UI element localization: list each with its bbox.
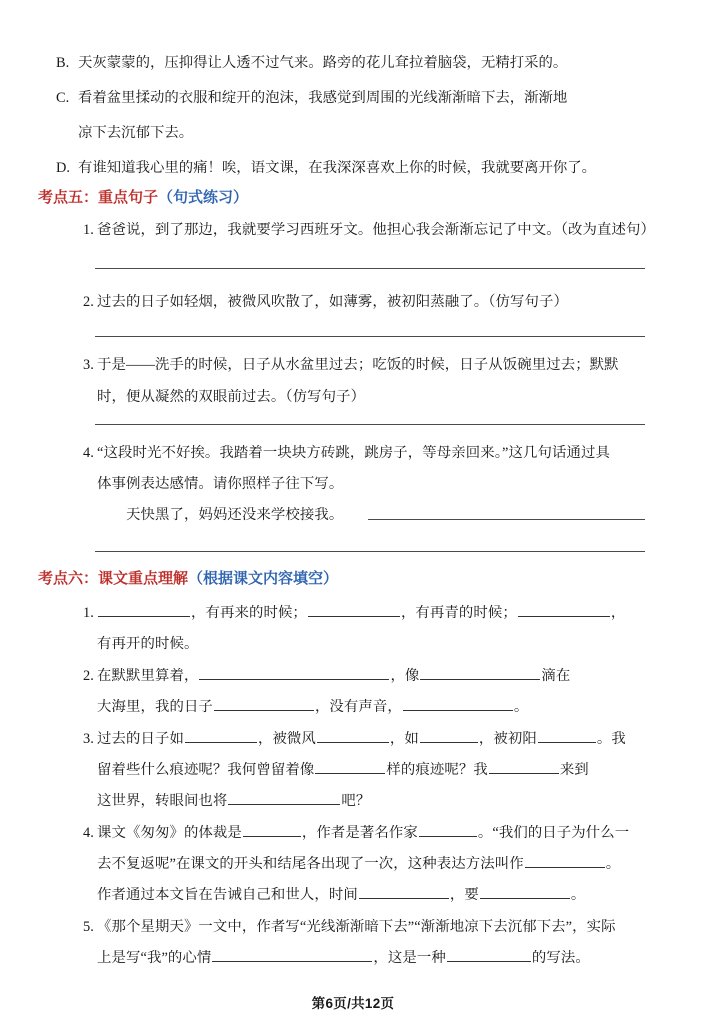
row-text: 这世界，转眼间也将 (97, 793, 228, 809)
row-text: 上是写“我”的心情 (97, 950, 212, 966)
question-text-5-2: 过去的日子如轻烟，被微风吹散了，如薄雾，被初阳蒸融了。（仿写句子） (97, 294, 568, 310)
row-text: ，没有声音， (314, 699, 402, 715)
fill-in-blank[interactable] (199, 664, 389, 680)
question-row-6-3-a (97, 731, 626, 747)
answer-rule-5-4[interactable] (95, 551, 645, 552)
question-text-5-4-line1: “这段时光不好挨。我踏着一块块方砖跳，跳房子，等母亲回来。”这几句话通过具 (97, 445, 610, 461)
row-text: 留着些什么痕迹呢？我何曾留着像 (97, 762, 315, 778)
fill-in-blank[interactable] (518, 601, 610, 617)
row-text: ， (610, 605, 626, 621)
question-row-6-5-a (97, 919, 616, 935)
section-six-question-3-line3 (56, 784, 650, 819)
row-text: 课文《匆匆》的体裁是 (97, 825, 242, 841)
row-text: 《那个星期天》一文中，作者写“光线渐渐暗下去”“渐渐地凉下去沉郁下去”，实际 (97, 919, 616, 935)
row-text: 有再开的时候。 (97, 636, 199, 652)
fill-in-blank[interactable] (315, 758, 385, 774)
section-five-question-4 (56, 436, 650, 471)
answer-rule-5-2[interactable] (95, 336, 645, 337)
fill-in-blank[interactable] (212, 946, 372, 962)
row-text: ，如 (389, 731, 419, 747)
section-six-question-5 (56, 910, 650, 945)
question-number-6-2: 2. (83, 668, 94, 684)
row-text: 样的痕迹呢？我 (386, 762, 488, 778)
question-row-6-3-c (97, 793, 370, 809)
section-six-question-1-line2 (56, 627, 650, 662)
answer-rule-5-4-inline[interactable] (368, 519, 645, 520)
row-text: ，有再来的时候； (191, 605, 307, 621)
section-six-question-4-line2 (56, 847, 650, 882)
section-six-question-4 (56, 816, 650, 851)
fill-in-blank[interactable] (538, 727, 596, 743)
question-text-5-1: 爸爸说，到了那边，我就要学习西班牙文。他担心我会渐渐忘记了中文。（改为直述句） (97, 222, 655, 238)
fill-in-blank[interactable] (243, 821, 301, 837)
section-five-question-3 (56, 348, 650, 383)
row-text: 。 (513, 699, 529, 715)
option-label-d: D. (56, 160, 70, 176)
row-text: 滴在 (541, 668, 571, 684)
row-text: 来到 (559, 762, 589, 778)
row-text: 去不复返呢”在课文的开头和结尾各出现了一次，这种表达方法叫作 (97, 856, 524, 872)
section-six-question-5-line2 (56, 941, 650, 976)
section-five-question-4-example-row (56, 498, 650, 533)
row-text: 作者通过本文旨在告诫自己和世人，时间 (97, 887, 358, 903)
question-row-6-2-a (97, 668, 570, 684)
row-text: 。“我们的日子为什么一 (477, 825, 630, 841)
section-six-question-3-line2 (56, 753, 650, 788)
row-text: ，这是一种 (373, 950, 446, 966)
section-heading-five (38, 187, 248, 209)
fill-in-blank[interactable] (420, 664, 540, 680)
question-text-5-4-line2: 体事例表达感情。请你照样子往下写。 (97, 476, 344, 492)
question-row-6-3-b (97, 762, 589, 778)
fill-in-blank[interactable] (214, 695, 314, 711)
section-six-question-1 (56, 596, 650, 631)
option-text-c-line2: 凉下去沉郁下去。 (78, 125, 194, 141)
section-heading-five-red: 考点五：重点句子 (38, 189, 159, 206)
question-number-6-1: 1. (83, 605, 94, 621)
question-row-6-4-c (97, 887, 585, 903)
fill-in-blank[interactable] (403, 695, 513, 711)
section-five-question-3-line2 (56, 380, 650, 415)
question-example-5-4: 天快黑了，妈妈还没来学校接我。 (126, 507, 344, 523)
row-text: ，被微风 (257, 731, 316, 747)
option-text-c-line1: 看着盆里揉动的衣服和绽开的泡沫，我感觉到周围的光线渐渐暗下去，渐渐地 (78, 90, 568, 106)
option-item-d (56, 151, 650, 186)
option-text-b: 天灰蒙蒙的，压抑得让人透不过气来。路旁的花儿耷拉着脑袋，无精打采的。 (78, 55, 568, 71)
option-label-b: B. (56, 55, 70, 71)
question-number-5-2: 2. (83, 294, 94, 310)
section-heading-six (38, 568, 338, 590)
question-number-5-4: 4. (83, 445, 94, 461)
option-item-b (56, 46, 650, 81)
section-six-question-2-line2 (56, 690, 650, 725)
answer-rule-5-1[interactable] (95, 268, 645, 269)
row-text: 大海里，我的日子 (97, 699, 213, 715)
question-number-6-4: 4. (83, 825, 94, 841)
fill-in-blank[interactable] (228, 789, 340, 805)
row-text: 。 (570, 887, 586, 903)
section-heading-five-blue: （句式练习） (158, 189, 249, 206)
section-heading-six-blue: （根据课文内容填空） (188, 570, 339, 587)
section-six-question-2 (56, 659, 650, 694)
row-text: ，作者是著名作家 (301, 825, 418, 841)
row-text: 。我 (596, 731, 626, 747)
option-text-c-line2-row (56, 116, 650, 151)
fill-in-blank[interactable] (489, 758, 559, 774)
fill-in-blank[interactable] (420, 727, 478, 743)
question-text-5-3-line2: 时，便从凝然的双眼前过去。（仿写句子） (97, 389, 366, 405)
section-five-question-1 (56, 213, 655, 248)
page-footer: 第6页/共12页 (311, 996, 395, 1011)
fill-in-blank[interactable] (317, 727, 389, 743)
fill-in-blank[interactable] (525, 852, 605, 868)
question-row-6-1-b (97, 636, 198, 652)
section-six-question-3 (56, 722, 650, 757)
fill-in-blank[interactable] (308, 601, 400, 617)
fill-in-blank[interactable] (447, 946, 531, 962)
row-text: ，被初阳 (478, 731, 537, 747)
fill-in-blank[interactable] (98, 601, 190, 617)
answer-rule-5-3[interactable] (95, 424, 645, 425)
row-text: 吧？ (341, 793, 371, 809)
section-heading-six-red: 考点六：课文重点理解 (38, 570, 189, 587)
option-text-d: 有谁知道我心里的痛！唉，语文课，在我深深喜欢上你的时候，我就要离开你了。 (78, 160, 597, 176)
question-row-6-2-b (97, 699, 528, 715)
section-five-question-2 (56, 285, 650, 320)
row-text: 在默默里算着， (97, 668, 199, 684)
section-six-question-4-line3 (56, 878, 650, 913)
row-text: 。 (605, 856, 621, 872)
option-item-c (56, 81, 650, 116)
question-number-5-3: 3. (83, 357, 94, 373)
row-text: ，有再青的时候； (400, 605, 517, 621)
fill-in-blank[interactable] (185, 727, 257, 743)
question-number-6-3: 3. (83, 731, 94, 747)
row-text: 的写法。 (531, 950, 590, 966)
fill-in-blank[interactable] (480, 883, 570, 899)
question-row-6-4-b (97, 856, 620, 872)
options-continued-group (56, 46, 650, 186)
fill-in-blank[interactable] (359, 883, 449, 899)
question-text-5-3-line1: 于是——洗手的时候，日子从水盆里过去；吃饭的时候，日子从饭碗里过去；默默 (97, 357, 619, 373)
row-text: ，像 (390, 668, 420, 684)
question-number-6-5: 5. (83, 919, 94, 935)
question-number-5-1: 1. (83, 222, 94, 238)
section-five-question-4-line2 (56, 467, 650, 502)
option-label-c: C. (56, 90, 70, 106)
question-row-6-4-a (97, 825, 629, 841)
row-text: 过去的日子如 (97, 731, 184, 747)
question-row-6-1-a (97, 605, 625, 621)
question-row-6-5-b (97, 950, 590, 966)
fill-in-blank[interactable] (419, 821, 477, 837)
row-text: ，要 (449, 887, 479, 903)
